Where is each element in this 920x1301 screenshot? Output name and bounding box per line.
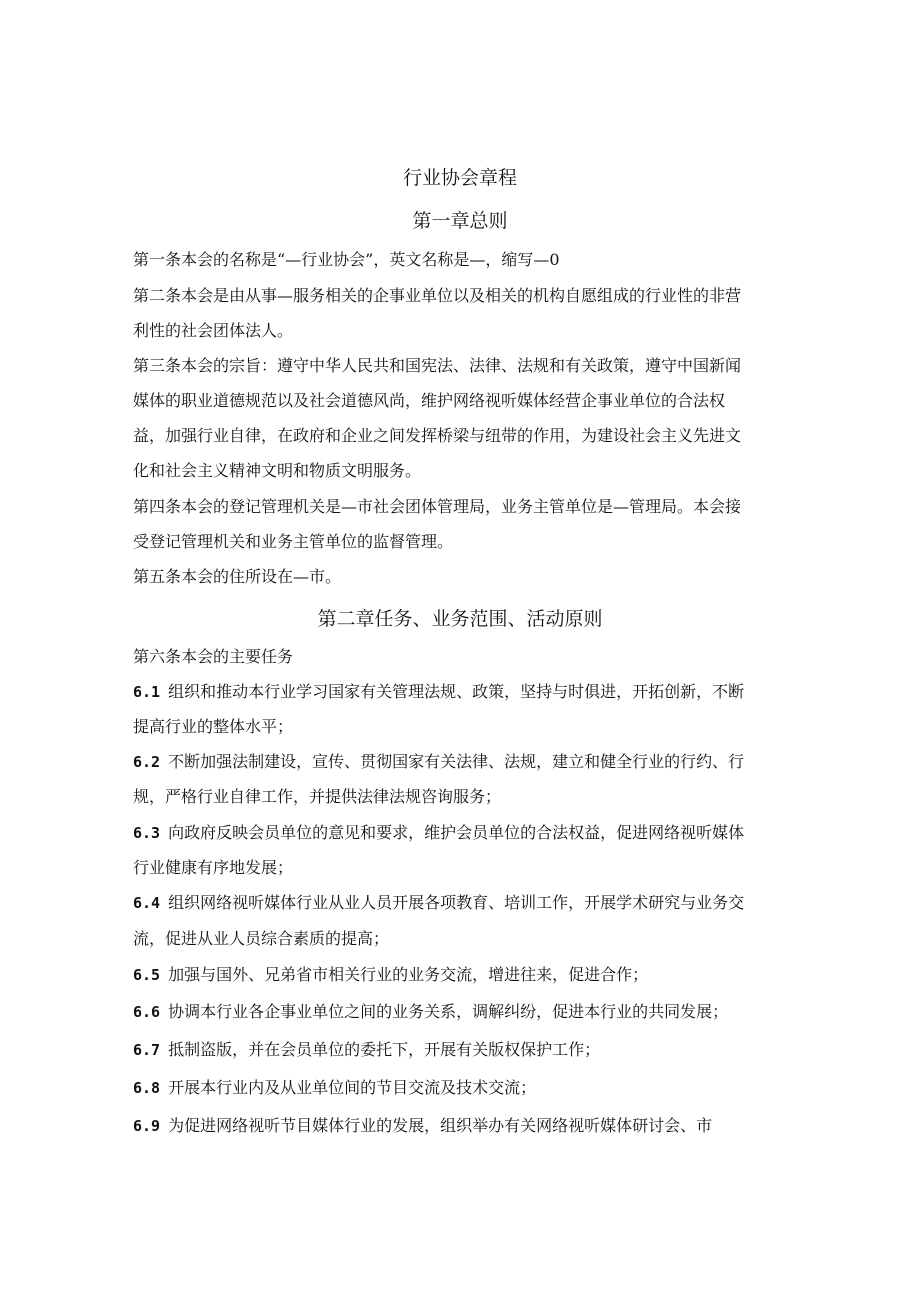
item-text: 协调本行业各企事业单位之间的业务关系，调解纠纷，促进本行业的共同发展； xyxy=(168,1002,729,1021)
list-item-6-1 xyxy=(133,681,744,703)
article-2-line-1: 第二条本会是由从事—服务相关的企事业单位以及相关的机构自愿组成的行业性的非营 xyxy=(133,286,742,305)
list-item-6-6 xyxy=(133,1001,728,1023)
article-3-line-2: 媒体的职业道德规范以及社会道德风尚，维护网络视听媒体经营企事业单位的合法权 xyxy=(133,391,726,410)
item-text: 加强与国外、兄弟省市相关行业的业务交流，增进往来，促进合作； xyxy=(168,965,649,984)
item-text: 为促进网络视听节目媒体行业的发展，组织举办有关网络视听媒体研讨会、市 xyxy=(168,1116,713,1135)
item-text: 抵制盗版，并在会员单位的委托下，开展有关版权保护工作； xyxy=(168,1040,601,1059)
item-number: 6.7 xyxy=(133,1041,161,1059)
article-1: 第一条本会的名称是“—行业协会”，英文名称是—，缩写—0 xyxy=(133,250,560,269)
list-item-6-4-cont: 流，促进从业人员综合素质的提高； xyxy=(133,929,390,948)
list-item-6-9 xyxy=(133,1115,712,1137)
article-5: 第五条本会的住所设在—市。 xyxy=(133,567,342,586)
list-item-6-3 xyxy=(133,822,744,844)
item-number: 6.1 xyxy=(133,683,161,701)
article-4-line-1: 第四条本会的登记管理机关是—市社会团体管理局，业务主管单位是—管理局。本会接 xyxy=(133,497,742,516)
list-item-6-3-cont: 行业健康有序地发展； xyxy=(133,858,294,877)
article-3-line-1: 第三条本会的宗旨：遵守中华人民共和国宪法、法律、法规和有关政策，遵守中国新闻 xyxy=(133,356,742,375)
article-6: 第六条本会的主要任务 xyxy=(133,647,294,666)
chapter-2-heading: 第二章任务、业务范围、活动原则 xyxy=(317,608,603,630)
item-number: 6.5 xyxy=(133,966,161,984)
document-title: 行业协会章程 xyxy=(402,167,517,189)
item-number: 6.9 xyxy=(133,1117,161,1135)
list-item-6-1-cont: 提高行业的整体水平； xyxy=(133,717,294,736)
list-item-6-5 xyxy=(133,964,648,986)
item-number: 6.3 xyxy=(133,824,161,842)
item-number: 6.4 xyxy=(133,894,161,912)
chapter-1-heading: 第一章总则 xyxy=(412,210,508,232)
item-number: 6.6 xyxy=(133,1003,161,1021)
list-item-6-7 xyxy=(133,1039,600,1061)
article-3-line-3: 益，加强行业自律，在政府和企业之间发挥桥梁与纽带的作用，为建设社会主义先进文 xyxy=(133,426,742,445)
article-2-line-2: 利性的社会团体法人。 xyxy=(133,321,294,340)
item-text: 向政府反映会员单位的意见和要求，维护会员单位的合法权益，促进网络视听媒体 xyxy=(168,823,745,842)
item-text: 开展本行业内及从业单位间的节目交流及技术交流； xyxy=(168,1078,537,1097)
item-text: 不断加强法制建设，宣传、贯彻国家有关法律、法规，建立和健全行业的行约、行 xyxy=(168,752,745,771)
list-item-6-2-cont: 规，严格行业自律工作，并提供法律法规咨询服务； xyxy=(133,787,502,806)
item-number: 6.2 xyxy=(133,753,161,771)
article-3-line-4: 化和社会主义精神文明和物质文明服务。 xyxy=(133,461,422,480)
item-text: 组织和推动本行业学习国家有关管理法规、政策，坚持与时俱进，开拓创新，不断 xyxy=(168,682,745,701)
list-item-6-8 xyxy=(133,1077,536,1099)
item-text: 组织网络视听媒体行业从业人员开展各项教育、培训工作，开展学术研究与业务交 xyxy=(168,893,745,912)
list-item-6-4 xyxy=(133,892,744,914)
article-4-line-2: 受登记管理机关和业务主管单位的监督管理。 xyxy=(133,532,454,551)
list-item-6-2 xyxy=(133,751,744,773)
item-number: 6.8 xyxy=(133,1079,161,1097)
